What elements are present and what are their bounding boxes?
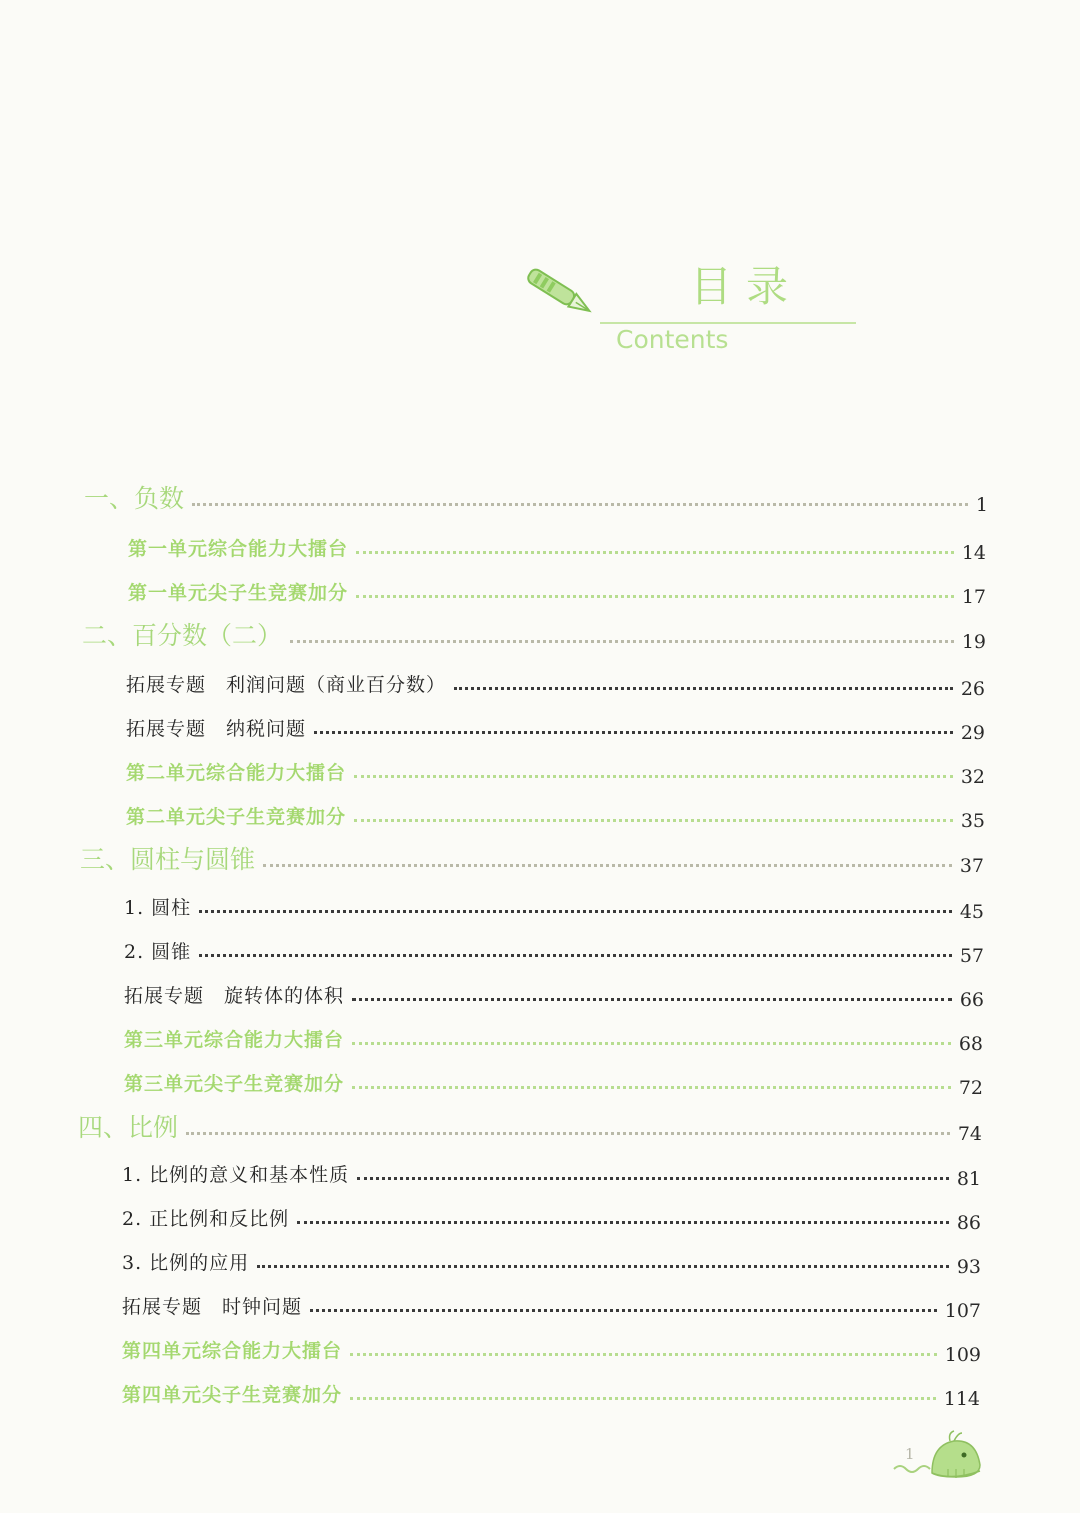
page-number: 1 <box>905 1445 915 1463</box>
toc-entry-label: 2. 圆锥 <box>124 941 192 964</box>
toc-entry[interactable] <box>124 935 984 967</box>
dot-leader <box>310 1309 937 1312</box>
toc-entry-label: 三、圆柱与圆锥 <box>80 844 256 874</box>
title-divider <box>600 322 856 324</box>
toc-entry-page: 74 <box>957 1123 982 1145</box>
toc-entry-page: 107 <box>944 1300 981 1322</box>
toc-entry[interactable] <box>82 620 986 653</box>
toc-entry[interactable] <box>122 1158 981 1190</box>
toc-entry-label: 2. 正比例和反比例 <box>122 1208 290 1231</box>
toc-entry-page: 1 <box>975 494 988 516</box>
dot-leader <box>199 954 952 957</box>
dot-leader <box>257 1265 949 1268</box>
toc-entry-label: 第一单元尖子生竞赛加分 <box>128 582 349 605</box>
toc-entry-page: 45 <box>959 901 984 923</box>
toc-entry-label: 一、负数 <box>84 483 185 513</box>
dot-leader <box>350 1353 937 1356</box>
dot-leader <box>357 1177 949 1180</box>
toc-entry-page: 66 <box>959 989 984 1011</box>
toc-entry[interactable] <box>122 1246 981 1278</box>
toc-entry[interactable] <box>126 800 985 832</box>
toc-entry[interactable] <box>84 483 988 516</box>
dot-leader <box>356 595 954 598</box>
toc-entry-page: 93 <box>956 1256 981 1278</box>
toc-entry[interactable] <box>124 891 984 923</box>
toc-entry-page: 114 <box>943 1388 980 1410</box>
toc-entry[interactable] <box>128 576 986 608</box>
toc-entry-label: 四、比例 <box>78 1112 179 1142</box>
pen-icon <box>518 262 598 324</box>
toc-entry-page: 81 <box>956 1168 981 1190</box>
toc-entry[interactable] <box>126 756 985 788</box>
toc-entry-label: 1. 圆柱 <box>124 897 192 920</box>
toc-entry-label: 第三单元尖子生竞赛加分 <box>124 1073 345 1096</box>
toc-entry-label: 第四单元尖子生竞赛加分 <box>122 1384 343 1407</box>
dot-leader <box>297 1221 949 1224</box>
toc-entry[interactable] <box>128 532 986 564</box>
toc-entry[interactable] <box>124 1023 983 1055</box>
dot-leader <box>454 687 953 690</box>
dot-leader <box>192 503 968 506</box>
dot-leader <box>354 775 953 778</box>
toc-entry-label: 3. 比例的应用 <box>122 1252 250 1275</box>
toc-entry-label: 二、百分数（二） <box>82 620 283 650</box>
toc-entry-page: 29 <box>960 722 985 744</box>
toc-entry-page: 109 <box>944 1344 981 1366</box>
toc-entry-page: 26 <box>960 678 985 700</box>
dot-leader <box>354 819 953 822</box>
toc-entry-page: 86 <box>956 1212 981 1234</box>
toc-entry-label: 第二单元综合能力大擂台 <box>126 762 347 785</box>
toc-entry[interactable] <box>80 844 984 877</box>
toc-entry-label: 第三单元综合能力大擂台 <box>124 1029 345 1052</box>
toc-entry-page: 14 <box>961 542 986 564</box>
toc-entry[interactable] <box>126 712 985 744</box>
toc-entry[interactable] <box>124 1067 983 1099</box>
toc-entry-page: 72 <box>958 1077 983 1099</box>
toc-entry-page: 32 <box>960 766 985 788</box>
toc-entry-label: 拓展专题 旋转体的体积 <box>124 985 345 1008</box>
toc-entry-page: 57 <box>959 945 984 967</box>
toc-entry-page: 35 <box>960 810 985 832</box>
toc-entry-label: 第二单元尖子生竞赛加分 <box>126 806 347 829</box>
toc-entry[interactable] <box>122 1290 981 1322</box>
dot-leader <box>356 551 954 554</box>
toc-entry[interactable] <box>124 979 984 1011</box>
dot-leader <box>263 864 952 867</box>
page-subtitle: Contents <box>616 325 729 354</box>
toc-entry-label: 第四单元综合能力大擂台 <box>122 1340 343 1363</box>
dot-leader <box>186 1132 950 1135</box>
toc-entry[interactable] <box>126 668 985 700</box>
dot-leader <box>290 640 954 643</box>
toc-entry-page: 17 <box>961 586 986 608</box>
page-title: 目录 <box>690 262 803 311</box>
toc-entry-label: 拓展专题 利润问题（商业百分数） <box>126 674 447 697</box>
toc-entry[interactable] <box>122 1334 981 1366</box>
toc-entry[interactable] <box>122 1378 980 1410</box>
dot-leader <box>350 1397 936 1400</box>
dot-leader <box>352 1086 951 1089</box>
toc-entry-label: 1. 比例的意义和基本性质 <box>122 1164 350 1187</box>
toc-entry-label: 拓展专题 时钟问题 <box>122 1296 303 1319</box>
toc-entry[interactable] <box>78 1112 982 1145</box>
toc-entry-page: 37 <box>959 855 984 877</box>
toc-entry-page: 68 <box>958 1033 983 1055</box>
dot-leader <box>352 998 952 1001</box>
toc-entry-label: 拓展专题 纳税问题 <box>126 718 307 741</box>
dot-leader <box>314 731 953 734</box>
dot-leader <box>199 910 952 913</box>
toc-entry-page: 19 <box>961 631 986 653</box>
toc-entry[interactable] <box>122 1202 981 1234</box>
dot-leader <box>352 1042 951 1045</box>
toc-entry-label: 第一单元综合能力大擂台 <box>128 538 349 561</box>
